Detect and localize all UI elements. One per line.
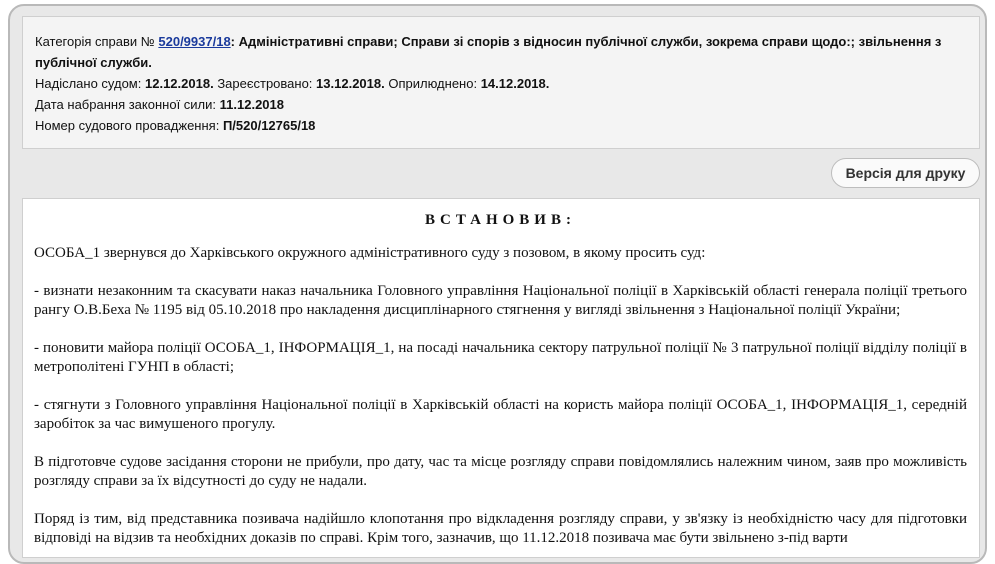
registered-date: 13.12.2018. <box>316 76 385 91</box>
paragraph: - стягнути з Головного управління Національної поліції в Харківській області на користь майора поліції ОСОБА_1, ІНФОРМАЦІЯ_1, середній заробіток за час вимушеного прогулу. <box>34 397 967 432</box>
case-info-box <box>22 16 980 149</box>
print-version-button[interactable]: Версія для друку <box>831 158 980 188</box>
sent-date: 12.12.2018. <box>145 76 214 91</box>
category-text: : Адміністративні справи; Справи зі спорів з відносин публічної служби, зокрема справи щодо:; звільнення з публічної служби. <box>35 34 942 70</box>
paragraph: - поновити майора поліції ОСОБА_1, ІНФОРМАЦІЯ_1, на посаді начальника сектору патрульної поліції № 3 патрульної поліції відділу поліції в метрополітені ГУНП в області; <box>34 340 967 375</box>
document-panel <box>8 4 987 564</box>
dates-line <box>35 73 967 94</box>
effective-label: Дата набрання законної сили: <box>35 97 217 112</box>
sent-label: Надіслано судом: <box>35 76 142 91</box>
proceeding-label: Номер судового провадження: <box>35 118 220 133</box>
case-number-link[interactable]: 520/9937/18 <box>158 34 231 49</box>
paragraph: В підготовче судове засідання сторони не прибули, про дату, час та місце розгляду справи повідомлялись належним чином, заяв про можливість розгляду справи за їх відсутності до суду не надали. <box>34 454 967 489</box>
proceeding-line <box>35 115 967 136</box>
proceeding-number: П/520/12765/18 <box>222 118 316 133</box>
published-date: 14.12.2018. <box>480 76 550 91</box>
registered-label: Зареєстровано: <box>217 76 313 91</box>
category-label: Категорія справи № <box>35 34 155 49</box>
paragraph: Поряд із тим, від представника позивача надійшло клопотання про відкладення розгляду справи, у зв'язку із необхідністю часу для підготовки відповіді на відзив та необхідних доказів по справі. Крім того, зазначив, що 11.12.2018 позивача має бути звільнено з-під варти <box>34 511 967 546</box>
effective-date: 11.12.2018 <box>219 97 284 112</box>
effective-date-line <box>35 94 967 115</box>
paragraph: - визнати незаконним та скасувати наказ начальника Головного управління Національної поліції в Харківській області генерала поліції третього рангу О.В.Беха № 1195 від 05.10.2018 про накладення дисциплінарного стягнення у вигляді звільнення з Національної поліції України; <box>34 283 967 318</box>
published-label: Оприлюднено: <box>388 76 478 91</box>
document-heading: ВСТАНОВИВ: <box>425 212 576 228</box>
case-category-line <box>35 31 967 73</box>
document-text <box>22 198 980 558</box>
paragraph: ОСОБА_1 звернувся до Харківського окружного адміністративного суду з позовом, в якому просить суд: <box>34 245 706 261</box>
